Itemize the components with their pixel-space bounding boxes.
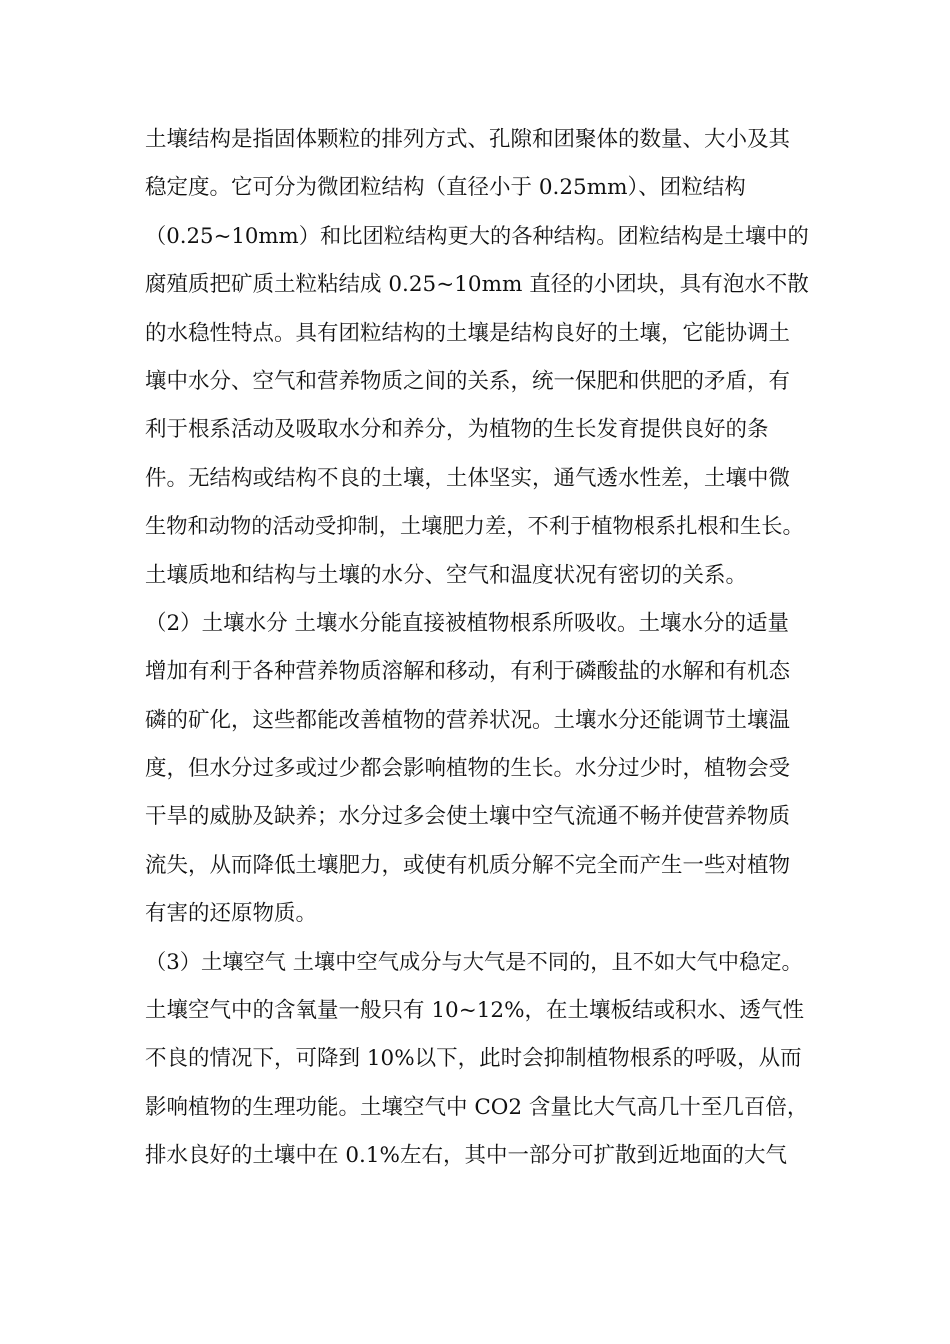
text-line: 干旱的威胁及缺养；水分过多会使土壤中空气流通不畅并使营养物质 [145, 804, 791, 830]
text-line: 有害的还原物质。 [145, 901, 318, 927]
text-line: 土壤质地和结构与土壤的水分、空气和温度状况有密切的关系。 [145, 562, 748, 588]
text-line: 流失，从而降低土壤肥力，或使有机质分解不完全而产生一些对植物 [145, 852, 791, 878]
text-line: 稳定度。它可分为微团粒结构（直径小于 0.25mm）、团粒结构 [145, 175, 746, 201]
text-line: 影响植物的生理功能。土壤空气中 CO2 含量比大气高几十至几百倍， [145, 1094, 809, 1120]
text-line: 利于根系活动及吸取水分和养分，为植物的生长发育提供良好的条 [145, 417, 769, 443]
text-line: （0.25~10mm）和比团粒结构更大的各种结构。团粒结构是土壤中的 [145, 223, 809, 249]
text-line: 磷的矿化，这些都能改善植物的营养状况。土壤水分还能调节土壤温 [145, 707, 791, 733]
text-line: 生物和动物的活动受抑制，土壤肥力差，不利于植物根系扎根和生长。 [145, 514, 804, 540]
text-line: 土壤空气中的含氧量一般只有 10~12%，在土壤板结或积水、透气性 [145, 998, 804, 1024]
body-text [145, 116, 810, 1181]
text-line: 不良的情况下，可降到 10%以下，此时会抑制植物根系的呼吸，从而 [145, 1046, 802, 1072]
text-line: 度，但水分过多或过少都会影响植物的生长。水分过少时，植物会受 [145, 756, 791, 782]
text-line: 排水良好的土壤中在 0.1%左右，其中一部分可扩散到近地面的大气 [145, 1143, 787, 1169]
text-line: 的水稳性特点。具有团粒结构的土壤是结构良好的土壤，它能协调土 [145, 320, 791, 346]
text-line: 件。无结构或结构不良的土壤，土体坚实，通气透水性差，土壤中微 [145, 465, 791, 491]
text-line: 壤中水分、空气和营养物质之间的关系，统一保肥和供肥的矛盾，有 [145, 368, 791, 394]
text-line: （3）土壤空气 土壤中空气成分与大气是不同的，且不如大气中稳定。 [145, 949, 803, 975]
text-line: 增加有利于各种营养物质溶解和移动，有利于磷酸盐的水解和有机态 [145, 659, 791, 685]
text-line: 腐殖质把矿质土粒粘结成 0.25~10mm 直径的小团块，具有泡水不散 [145, 272, 809, 298]
text-line: 土壤结构是指固体颗粒的排列方式、孔隙和团聚体的数量、大小及其 [145, 127, 791, 152]
text-line: （2）土壤水分 土壤水分能直接被植物根系所吸收。土壤水分的适量 [145, 610, 790, 636]
